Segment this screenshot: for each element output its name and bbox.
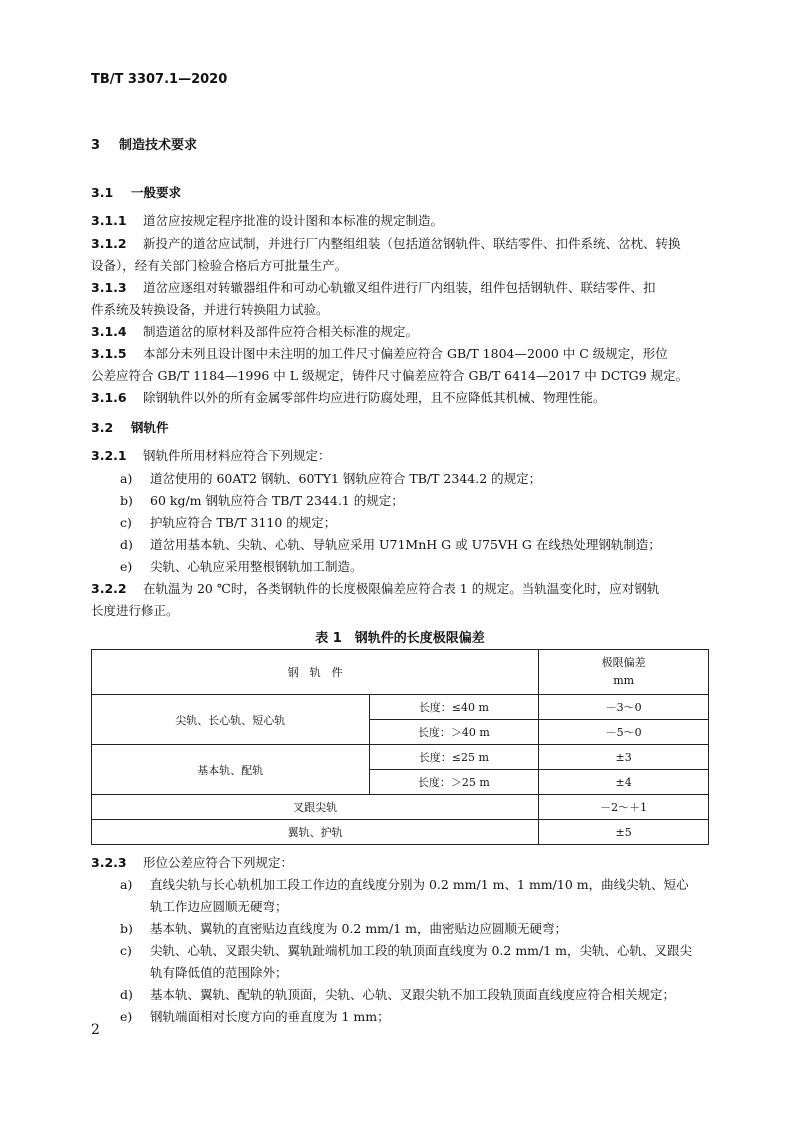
list-item-b — [120, 491, 404, 509]
page-number: 2 — [91, 1022, 100, 1038]
section-number: 3 — [91, 138, 101, 153]
clause-text: 除钢轨件以外的所有金属零部件均应进行防腐处理，且不应降低其机械、物理性能。 — [143, 390, 606, 405]
list-label: d) — [120, 987, 133, 1002]
list-item-a — [120, 469, 541, 487]
section-heading-3-2 — [91, 418, 169, 436]
clause-3-1-3-cont: 件系统及转换设备，并进行转换阻力试验。 — [91, 302, 329, 317]
list-label: e) — [120, 559, 133, 574]
row-condition: 长度：＞40 m — [369, 720, 539, 745]
row-deviation: －2～＋1 — [539, 795, 709, 820]
section-title: 一般要求 — [131, 185, 182, 200]
clause-text: 形位公差应符合下列规定： — [143, 855, 294, 870]
list-item-b — [120, 919, 567, 937]
clause-3-1-5-cont: 公差应符合 GB/T 1184—1996 中 L 级规定，铸件尺寸偏差应符合 GB/T 6414—2017 中 DCTG9 规定。 — [91, 368, 689, 383]
clause-text: 制造道岔的原材料及部件应符合相关标准的规定。 — [143, 324, 419, 339]
header-deviation-label: 极限偏差 — [601, 656, 646, 669]
list-item-c — [120, 513, 336, 531]
list-label: a) — [120, 471, 133, 486]
list-item-e — [120, 1007, 390, 1025]
table-row — [92, 695, 709, 720]
list-item-d — [120, 535, 661, 553]
row-deviation: ±5 — [539, 820, 709, 845]
clause-text: 道岔应按规定程序批准的设计图和本标准的规定制造。 — [143, 213, 444, 228]
clause-number: 3.1.1 — [91, 213, 127, 228]
clause-number: 3.1.5 — [91, 346, 127, 361]
clause-text: 在轨温为 20 ℃时，各类钢轨件的长度极限偏差应符合表 1 的规定。当轨温变化时，应对钢轨 — [143, 581, 660, 596]
clause-3-1-6 — [91, 388, 606, 406]
table-caption: 表 1 钢轨件的长度极限偏差 — [315, 631, 485, 646]
table-header-row — [92, 650, 709, 695]
row-deviation: ±4 — [539, 770, 709, 795]
list-item-c-cont: 轨有降低值的范围除外； — [150, 965, 288, 980]
clause-number: 3.2.1 — [91, 448, 127, 463]
table-row — [92, 820, 709, 845]
clause-3-1-5 — [91, 344, 668, 362]
header-deviation — [539, 650, 709, 695]
list-item-a — [120, 875, 689, 893]
list-text: 基本轨、翼轨、配轨的轨顶面，尖轨、心轨、叉跟尖轨不加工段轨顶面直线度应符合相关规定； — [150, 987, 676, 1002]
row-condition: 长度：＞25 m — [369, 770, 539, 795]
standard-number: TB/T 3307.1—2020 — [91, 72, 228, 87]
list-item-c — [120, 941, 692, 959]
clause-3-2-2 — [91, 579, 659, 597]
deviation-table — [91, 649, 709, 845]
clause-number: 3.1.2 — [91, 236, 127, 251]
list-label: c) — [120, 943, 132, 958]
row-condition: 长度：≤40 m — [369, 695, 539, 720]
row-name: 叉跟尖轨 — [92, 795, 539, 820]
table-row — [92, 745, 709, 770]
clause-number: 3.2.3 — [91, 855, 127, 870]
list-item-a-cont: 轨工作边应圆顺无硬弯； — [150, 899, 288, 914]
clause-3-1-2-cont: 设备），经有关部门检验合格后方可批量生产。 — [91, 258, 348, 273]
header-deviation-unit: mm — [613, 674, 635, 687]
list-text: 护轨应符合 TB/T 3110 的规定； — [150, 515, 337, 530]
section-number: 3.1 — [91, 185, 114, 200]
list-text: 道岔使用的 60AT2 钢轨、60TY1 钢轨应符合 TB/T 2344.2 的规定； — [150, 471, 542, 486]
list-label: a) — [120, 877, 133, 892]
list-text: 尖轨、心轨、叉跟尖轨、翼轨趾端机加工段的轨顶面直线度为 0.2 mm/1 m，尖轨、心轨、叉跟尖 — [150, 943, 693, 958]
section-title: 钢轨件 — [131, 420, 169, 435]
section-title: 制造技术要求 — [119, 138, 198, 153]
list-text: 道岔用基本轨、尖轨、心轨、导轨应采用 U71MnH G 或 U75VH G 在线热处理钢轨制造； — [150, 537, 661, 552]
clause-number: 3.1.4 — [91, 324, 127, 339]
list-item-e — [120, 557, 363, 575]
list-text: 基本轨、翼轨的直密贴边直线度为 0.2 mm/1 m，曲密贴边应圆顺无硬弯； — [150, 921, 568, 936]
clause-number: 3.2.2 — [91, 581, 127, 596]
list-label: d) — [120, 537, 133, 552]
clause-number: 3.1.6 — [91, 390, 127, 405]
row-condition: 长度：≤25 m — [369, 745, 539, 770]
header-component: 钢 轨 件 — [92, 650, 539, 695]
clause-3-1-3 — [91, 278, 656, 296]
row-name: 尖轨、长心轨、短心轨 — [92, 695, 370, 745]
clause-text: 新投产的道岔应试制，并进行厂内整组组装（包括道岔钢轨件、联结零件、扣件系统、岔枕、转换 — [143, 236, 681, 251]
section-heading-3-1 — [91, 183, 181, 201]
clause-3-2-3 — [91, 853, 293, 871]
list-label: e) — [120, 1009, 133, 1024]
list-text: 60 kg/m 钢轨应符合 TB/T 2344.1 的规定； — [150, 493, 404, 508]
clause-3-1-4 — [91, 322, 418, 340]
row-name: 基本轨、配轨 — [92, 745, 370, 795]
list-label: b) — [120, 493, 133, 508]
table-row — [92, 795, 709, 820]
clause-text: 本部分未列且设计图中未注明的加工件尺寸偏差应符合 GB/T 1804—2000 中 C 级规定，形位 — [143, 346, 668, 361]
list-item-d — [120, 985, 675, 1003]
section-number: 3.2 — [91, 420, 114, 435]
row-deviation: －5～0 — [539, 720, 709, 745]
list-label: b) — [120, 921, 133, 936]
list-label: c) — [120, 515, 132, 530]
section-heading-3 — [91, 134, 197, 153]
row-deviation: －3～0 — [539, 695, 709, 720]
row-deviation: ±3 — [539, 745, 709, 770]
list-text: 钢轨端面相对长度方向的垂直度为 1 mm； — [150, 1009, 390, 1024]
clause-text: 钢轨件所用材料应符合下列规定： — [143, 448, 331, 463]
clause-3-1-1 — [91, 211, 443, 229]
clause-text: 道岔应逐组对转辙器组件和可动心轨辙叉组件进行厂内组装，组件包括钢轨件、联结零件、扣 — [143, 280, 656, 295]
clause-3-2-2-cont: 长度进行修正。 — [91, 603, 179, 618]
clause-3-1-2 — [91, 234, 681, 252]
row-name: 翼轨、护轨 — [92, 820, 539, 845]
list-text: 尖轨、心轨应采用整根钢轨加工制造。 — [150, 559, 363, 574]
clause-number: 3.1.3 — [91, 280, 127, 295]
list-text: 直线尖轨与长心轨机加工段工作边的直线度分别为 0.2 mm/1 m、1 mm/10 m，曲线尖轨、短心 — [150, 877, 689, 892]
clause-3-2-1 — [91, 446, 331, 464]
